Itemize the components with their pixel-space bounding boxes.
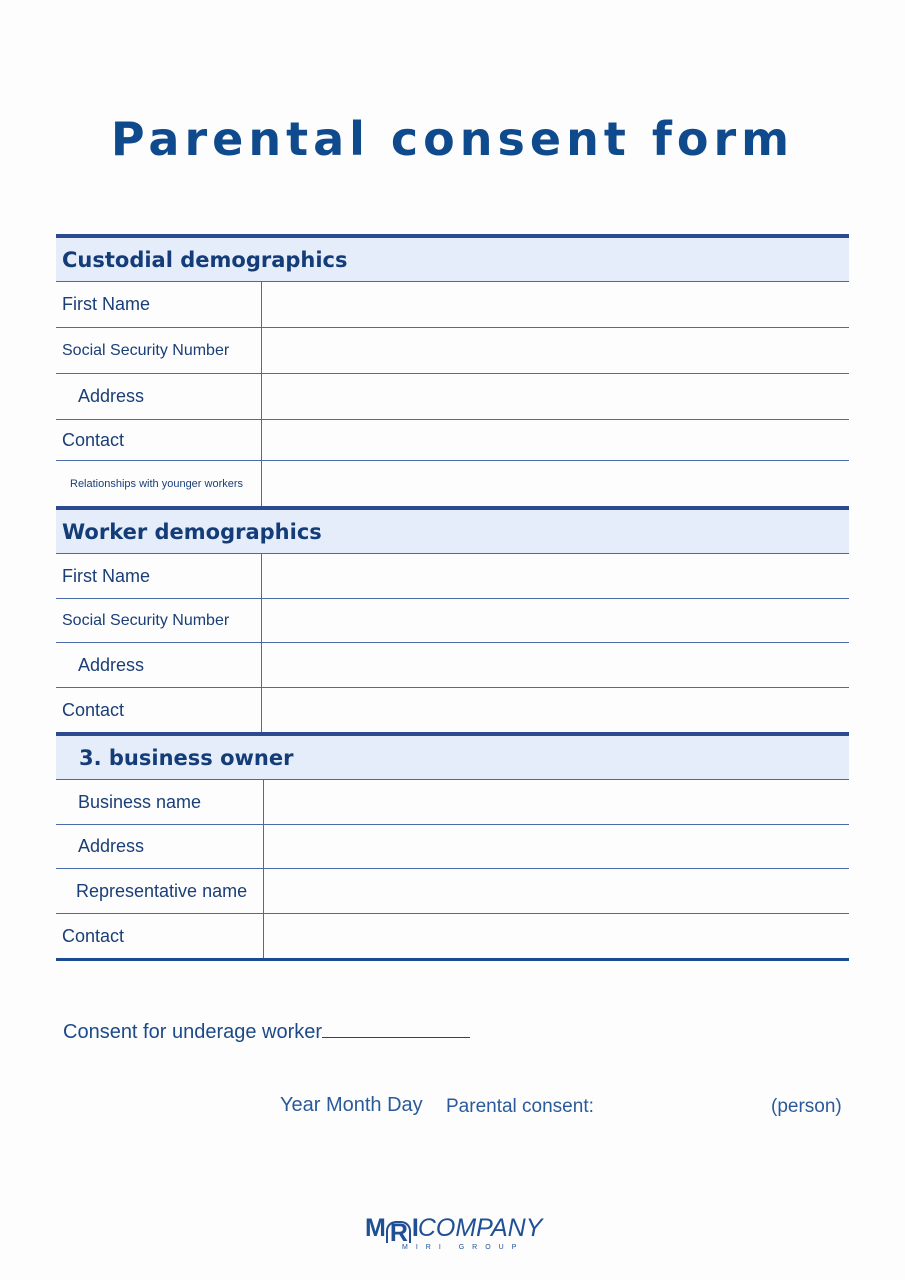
table-row <box>56 282 849 328</box>
consent-label: Consent for underage worker <box>63 1021 323 1043</box>
field-label: First Name <box>56 554 262 598</box>
table-row <box>56 374 849 420</box>
table-row <box>56 420 849 461</box>
table-row <box>56 914 849 958</box>
field-label: Representative name <box>56 869 264 913</box>
logo-letter: M <box>365 1214 385 1242</box>
consent-line <box>63 1017 470 1044</box>
field-label: Contact <box>56 420 262 460</box>
custodial-ssn-field[interactable] <box>262 328 849 373</box>
logo-letter: I <box>411 1214 418 1242</box>
table-row <box>56 688 849 732</box>
person-label: (person) <box>771 1096 842 1117</box>
worker-contact-field[interactable] <box>262 688 849 732</box>
table-bottom-rule <box>56 958 849 961</box>
section-custodial <box>56 234 849 506</box>
table-row <box>56 328 849 374</box>
logo-wordmark <box>365 1214 545 1247</box>
table-row <box>56 825 849 869</box>
section-business-owner <box>56 732 849 958</box>
logo-company-text: COMPANY <box>417 1214 543 1242</box>
logo-mark <box>365 1214 418 1247</box>
logo-letter: R <box>386 1221 411 1243</box>
page-title: Parental consent form <box>110 112 795 166</box>
field-label: Social Security Number <box>56 599 262 642</box>
custodial-relationship-field[interactable] <box>262 461 849 506</box>
field-label: First Name <box>56 282 262 327</box>
worker-address-field[interactable] <box>262 643 849 687</box>
worker-first-name-field[interactable] <box>262 554 849 598</box>
business-name-field[interactable] <box>264 780 849 824</box>
table-row <box>56 461 849 506</box>
business-address-field[interactable] <box>264 825 849 868</box>
field-label: Business name <box>56 780 264 824</box>
representative-name-field[interactable] <box>264 869 849 913</box>
worker-ssn-field[interactable] <box>262 599 849 642</box>
field-label: Social Security Number <box>56 328 262 373</box>
field-label: Address <box>56 643 262 687</box>
company-logo <box>365 1214 545 1251</box>
table-row <box>56 643 849 688</box>
section-header-business-owner: 3. business owner <box>56 736 849 780</box>
table-row <box>56 554 849 599</box>
date-label: Year Month Day <box>280 1094 423 1116</box>
consent-blank-field[interactable] <box>322 1017 470 1038</box>
section-header-custodial: Custodial demographics <box>56 238 849 282</box>
section-worker <box>56 506 849 732</box>
table-row <box>56 869 849 914</box>
field-label: Address <box>56 825 264 868</box>
table-row <box>56 599 849 643</box>
custodial-contact-field[interactable] <box>262 420 849 460</box>
business-contact-field[interactable] <box>264 914 849 958</box>
table-row <box>56 780 849 825</box>
logo-subtitle: MIRI GROUP <box>402 1244 525 1251</box>
field-label: Contact <box>56 688 262 732</box>
custodial-address-field[interactable] <box>262 374 849 419</box>
section-header-worker: Worker demographics <box>56 510 849 554</box>
custodial-first-name-field[interactable] <box>262 282 849 327</box>
field-label: Contact <box>56 914 264 958</box>
parental-consent-label: Parental consent: <box>446 1096 594 1117</box>
consent-form-table <box>56 234 849 961</box>
field-label: Address <box>56 374 262 419</box>
field-label: Relationships with younger workers <box>56 461 262 506</box>
